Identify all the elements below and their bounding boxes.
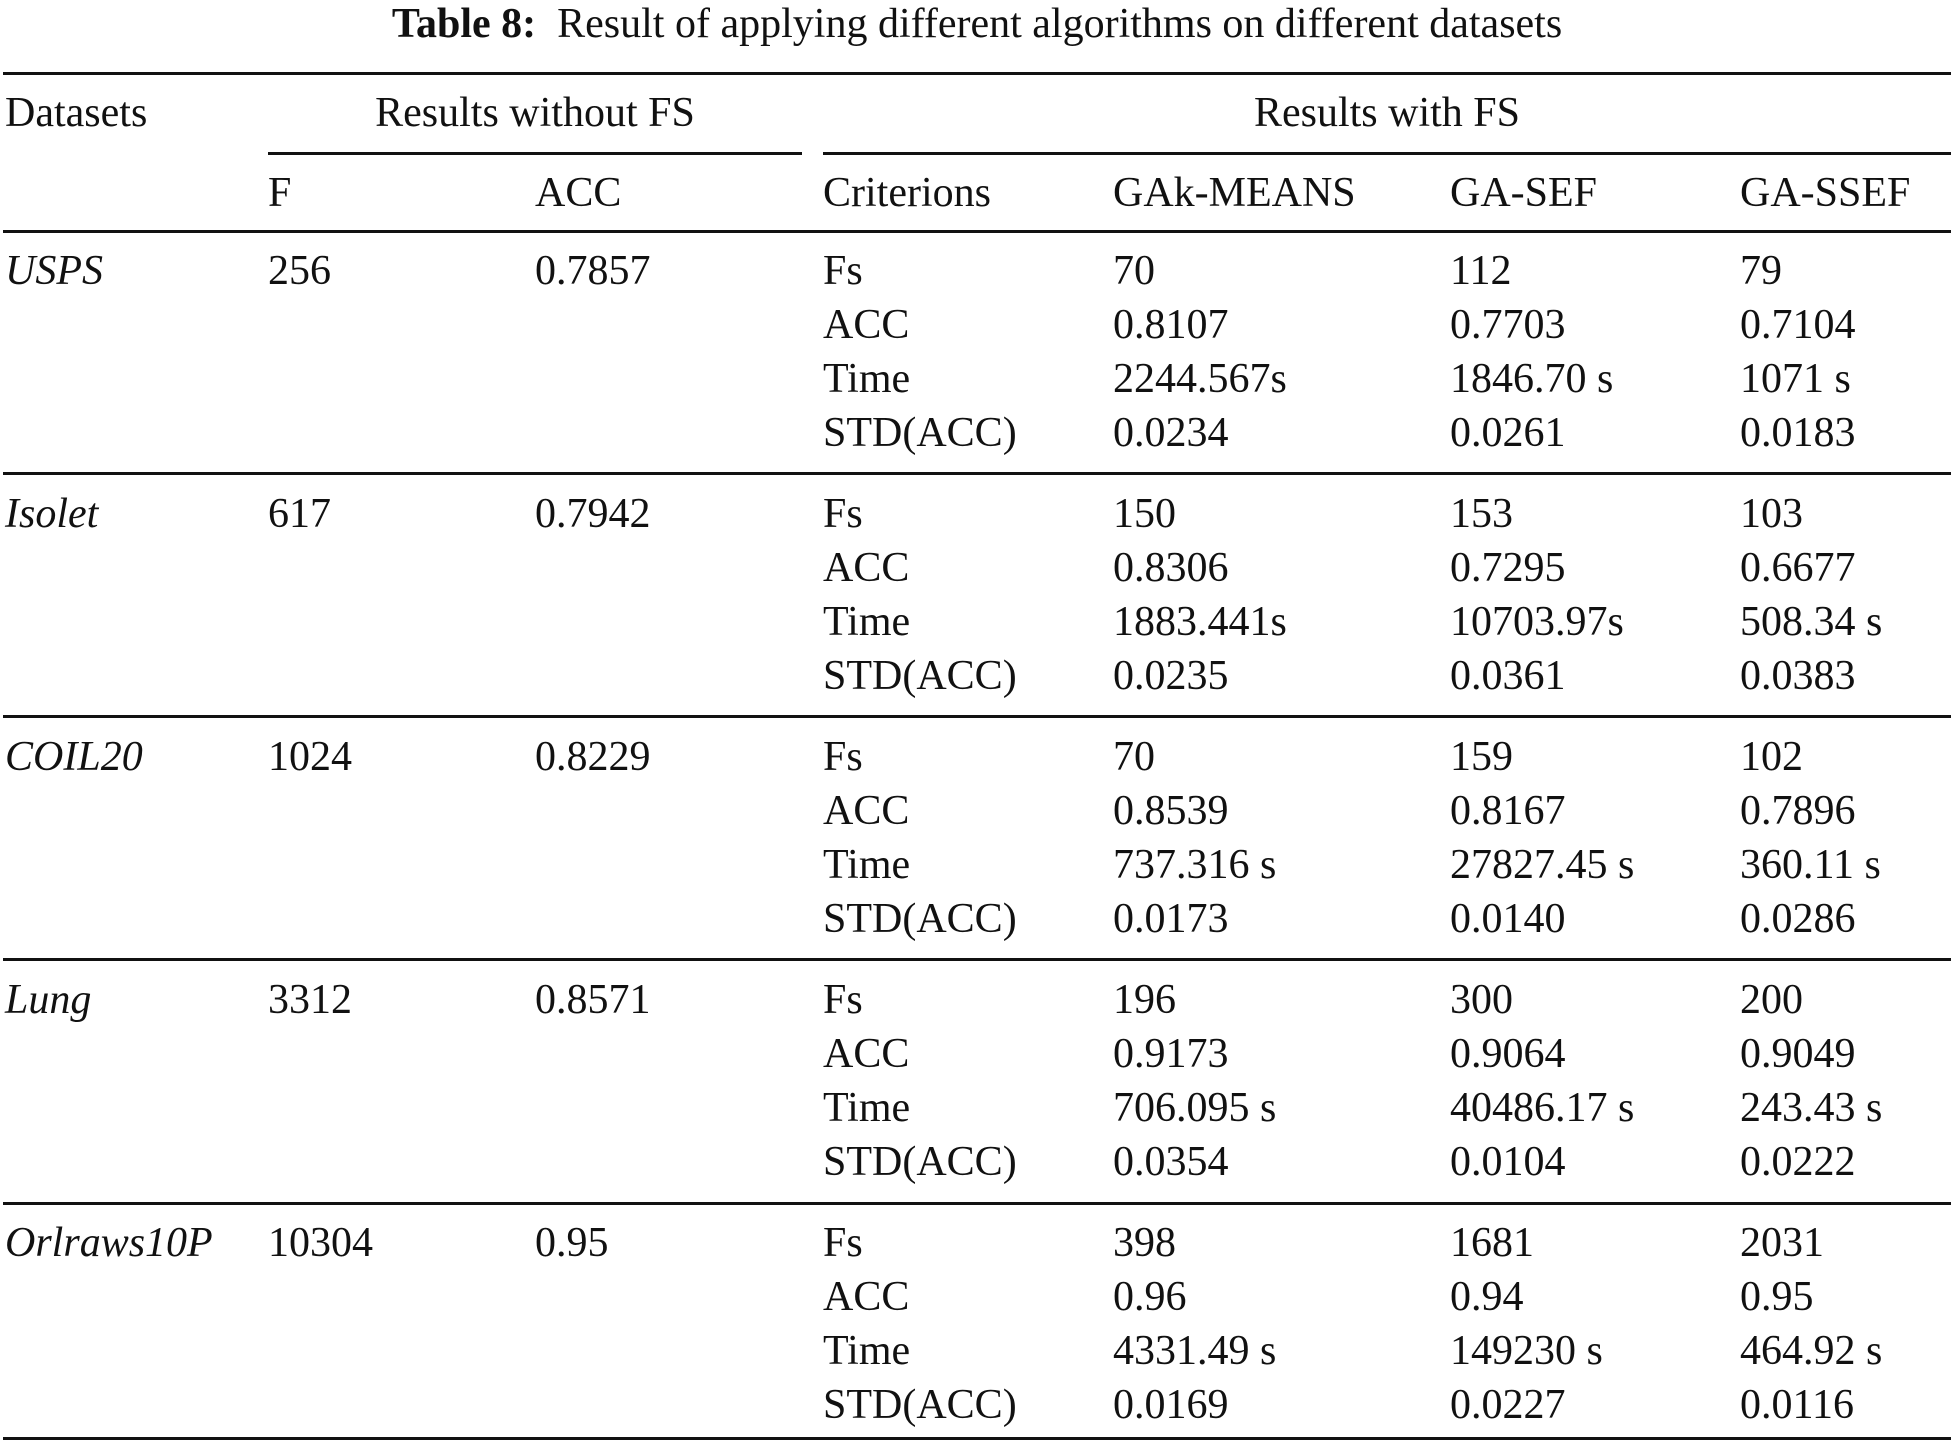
ga-sef-stack: [1450, 730, 1634, 946]
ga-ssef-stack: [1740, 730, 1881, 946]
value-time: 706.095 s: [1113, 1085, 1277, 1131]
group-separator-rule: [3, 1202, 1951, 1205]
value-time: 149230 s: [1450, 1328, 1603, 1374]
header-with-fs-group: Results with FS: [1253, 90, 1521, 136]
with-fs-group-rule: [823, 152, 1951, 155]
criterion-std-acc: STD(ACC): [823, 410, 1017, 456]
value-time: 508.34 s: [1740, 599, 1883, 645]
gak-means-stack: [1113, 730, 1276, 946]
table-caption: [0, 0, 1954, 52]
value-std-acc: 0.0104: [1450, 1139, 1566, 1185]
criteria-stack: [823, 730, 1017, 946]
caption-text: Result of applying different algorithms on different datasets: [557, 1, 1563, 47]
value-acc: 0.9173: [1113, 1031, 1229, 1077]
top-rule: [3, 72, 1951, 75]
criterion-time: Time: [823, 1328, 911, 1374]
value-time: 737.316 s: [1113, 842, 1277, 888]
gak-means-stack: [1113, 487, 1287, 703]
criterion-acc: ACC: [823, 545, 910, 591]
value-fs: 196: [1113, 977, 1176, 1023]
table-row-group-usps: [0, 244, 1954, 460]
ga-sef-stack: [1450, 487, 1624, 703]
value-time: 40486.17 s: [1450, 1085, 1635, 1131]
criterion-acc: ACC: [823, 1031, 910, 1077]
group-separator-rule: [3, 715, 1951, 718]
value-std-acc: 0.0354: [1113, 1139, 1229, 1185]
criteria-stack: [823, 973, 1017, 1189]
value-std-acc: 0.0261: [1450, 410, 1566, 456]
dataset-name: Orlraws10P: [5, 1220, 213, 1266]
value-time: 1883.441s: [1113, 599, 1287, 645]
value-acc: 0.7104: [1740, 302, 1856, 348]
cell-acc: 0.7942: [535, 491, 651, 537]
criterion-fs: Fs: [823, 248, 863, 294]
bottom-rule: [3, 1437, 1951, 1440]
criterion-acc: ACC: [823, 1274, 910, 1320]
ga-sef-stack: [1450, 973, 1634, 1189]
ga-ssef-stack: [1740, 487, 1882, 703]
caption-label: Table 8:: [391, 1, 537, 47]
value-std-acc: 0.0140: [1450, 896, 1566, 942]
value-acc: 0.94: [1450, 1274, 1524, 1320]
value-std-acc: 0.0173: [1113, 896, 1229, 942]
value-time: 464.92 s: [1740, 1328, 1883, 1374]
value-acc: 0.8539: [1113, 788, 1229, 834]
value-acc: 0.8306: [1113, 545, 1229, 591]
table-row-group-coil20: [0, 730, 1954, 946]
criterion-fs: Fs: [823, 1220, 863, 1266]
cell-f: 617: [268, 491, 331, 537]
cell-f: 256: [268, 248, 331, 294]
value-std-acc: 0.0235: [1113, 653, 1229, 699]
table-row-group-isolet: [0, 487, 1954, 703]
header-col-f: F: [268, 170, 292, 216]
value-acc: 0.9049: [1740, 1031, 1856, 1077]
value-fs: 2031: [1740, 1220, 1824, 1266]
group-separator-rule: [3, 472, 1951, 475]
criterion-time: Time: [823, 356, 911, 402]
header-col-acc: ACC: [535, 170, 622, 216]
criterion-acc: ACC: [823, 788, 910, 834]
criterion-fs: Fs: [823, 977, 863, 1023]
table-row-group-lung: [0, 973, 1954, 1189]
gak-means-stack: [1113, 244, 1287, 460]
value-fs: 1681: [1450, 1220, 1534, 1266]
value-fs: 153: [1450, 491, 1513, 537]
cell-acc: 0.8571: [535, 977, 651, 1023]
value-fs: 150: [1113, 491, 1176, 537]
criteria-stack: [823, 487, 1017, 703]
value-fs: 159: [1450, 734, 1513, 780]
criterion-time: Time: [823, 1085, 911, 1131]
value-acc: 0.7295: [1450, 545, 1566, 591]
header-col-gak-means: GAk-MEANS: [1113, 170, 1356, 216]
value-time: 27827.45 s: [1450, 842, 1635, 888]
value-acc: 0.7896: [1740, 788, 1856, 834]
ga-ssef-stack: [1740, 244, 1856, 460]
value-acc: 0.8107: [1113, 302, 1229, 348]
value-std-acc: 0.0361: [1450, 653, 1566, 699]
cell-f: 3312: [268, 977, 352, 1023]
value-acc: 0.8167: [1450, 788, 1566, 834]
value-acc: 0.95: [1740, 1274, 1814, 1320]
value-std-acc: 0.0183: [1740, 410, 1856, 456]
value-std-acc: 0.0222: [1740, 1139, 1856, 1185]
ga-sef-stack: [1450, 244, 1613, 460]
criterion-std-acc: STD(ACC): [823, 1382, 1017, 1428]
without-fs-group-rule: [268, 152, 802, 155]
value-std-acc: 0.0116: [1740, 1382, 1854, 1428]
header-bottom-rule: [3, 230, 1951, 233]
criterion-acc: ACC: [823, 302, 910, 348]
value-fs: 70: [1113, 248, 1155, 294]
gak-means-stack: [1113, 973, 1276, 1189]
header-datasets: Datasets: [5, 90, 148, 136]
value-time: 1071 s: [1740, 356, 1851, 402]
value-acc: 0.9064: [1450, 1031, 1566, 1077]
value-time: 360.11 s: [1740, 842, 1881, 888]
value-std-acc: 0.0169: [1113, 1382, 1229, 1428]
ga-sef-stack: [1450, 1216, 1603, 1432]
header-col-ga-sef: GA-SEF: [1450, 170, 1598, 216]
cell-f: 1024: [268, 734, 352, 780]
value-fs: 200: [1740, 977, 1803, 1023]
value-time: 10703.97s: [1450, 599, 1624, 645]
criterion-std-acc: STD(ACC): [823, 896, 1017, 942]
value-fs: 103: [1740, 491, 1803, 537]
criterion-std-acc: STD(ACC): [823, 653, 1017, 699]
criterion-time: Time: [823, 842, 911, 888]
criteria-stack: [823, 244, 1017, 460]
value-time: 1846.70 s: [1450, 356, 1614, 402]
header-col-ga-ssef: GA-SSEF: [1740, 170, 1911, 216]
value-fs: 300: [1450, 977, 1513, 1023]
dataset-name: USPS: [5, 248, 103, 294]
value-time: 2244.567s: [1113, 356, 1287, 402]
value-std-acc: 0.0383: [1740, 653, 1856, 699]
value-time: 4331.49 s: [1113, 1328, 1277, 1374]
value-std-acc: 0.0227: [1450, 1382, 1566, 1428]
header-without-fs-group: Results without FS: [375, 90, 695, 136]
dataset-name: Isolet: [5, 491, 99, 537]
group-separator-rule: [3, 958, 1951, 961]
dataset-name: Lung: [5, 977, 92, 1023]
ga-ssef-stack: [1740, 973, 1882, 1189]
value-fs: 79: [1740, 248, 1782, 294]
value-fs: 112: [1450, 248, 1512, 294]
value-fs: 398: [1113, 1220, 1176, 1266]
gak-means-stack: [1113, 1216, 1276, 1432]
cell-acc: 0.7857: [535, 248, 651, 294]
value-fs: 70: [1113, 734, 1155, 780]
dataset-name: COIL20: [5, 734, 143, 780]
header-col-criterions: Criterions: [823, 170, 991, 216]
ga-ssef-stack: [1740, 1216, 1882, 1432]
criterion-fs: Fs: [823, 491, 863, 537]
value-acc: 0.6677: [1740, 545, 1856, 591]
value-fs: 102: [1740, 734, 1803, 780]
cell-acc: 0.8229: [535, 734, 651, 780]
cell-acc: 0.95: [535, 1220, 609, 1266]
value-std-acc: 0.0286: [1740, 896, 1856, 942]
cell-f: 10304: [268, 1220, 373, 1266]
criterion-time: Time: [823, 599, 911, 645]
value-acc: 0.96: [1113, 1274, 1187, 1320]
value-std-acc: 0.0234: [1113, 410, 1229, 456]
criteria-stack: [823, 1216, 1017, 1432]
criterion-fs: Fs: [823, 734, 863, 780]
table-row-group-orlraws10p: [0, 1216, 1954, 1432]
value-acc: 0.7703: [1450, 302, 1566, 348]
value-time: 243.43 s: [1740, 1085, 1883, 1131]
criterion-std-acc: STD(ACC): [823, 1139, 1017, 1185]
